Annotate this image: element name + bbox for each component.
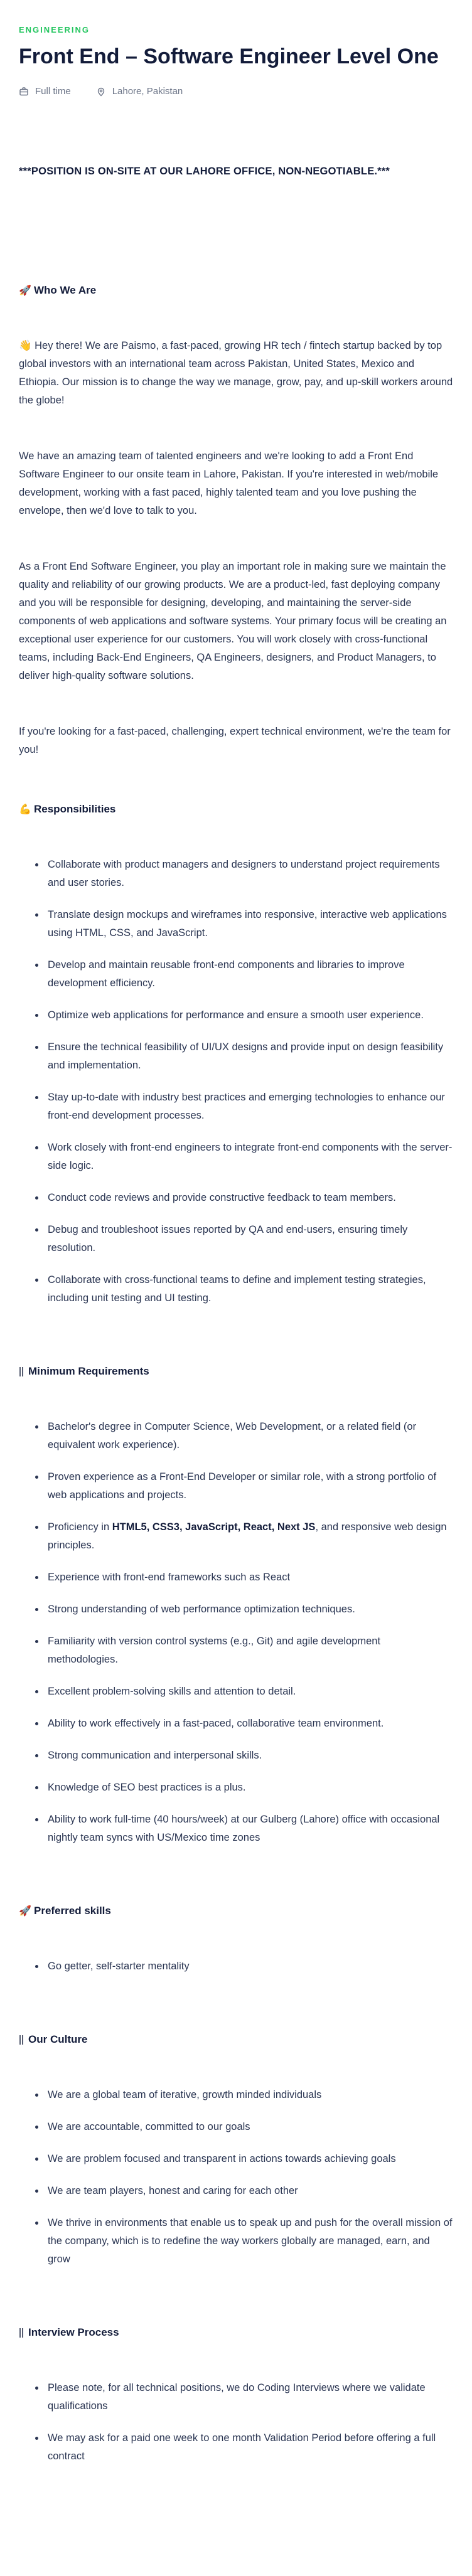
- list-item: [45, 1518, 453, 1555]
- flexed-biceps-icon: 💪: [19, 804, 31, 815]
- list-item: • We are a global team of iterative, growth minded individuals: [45, 2086, 453, 2104]
- responsibilities-heading: Responsibilities: [34, 803, 116, 815]
- section-heading-preferred-skills: [19, 1905, 453, 1917]
- briefcase-icon: [19, 87, 29, 97]
- list-item: • Familiarity with version control systems (e.g., Git) and agile development methodologies.: [45, 1632, 453, 1669]
- list-item: • Ability to work effectively in a fast-paced, collaborative team environment.: [45, 1715, 453, 1733]
- minimum-requirements-list: [19, 1418, 453, 1847]
- section-heading-our-culture: [19, 2033, 453, 2046]
- list-item: • Conduct code reviews and provide constructive feedback to team members.: [45, 1189, 453, 1207]
- list-item: • Ability to work full-time (40 hours/week) at our Gulberg (Lahore) office with occasional nightly team syncs with US/Mexico time zones: [45, 1811, 453, 1847]
- job-meta: [19, 86, 453, 97]
- list-item: • Translate design mockups and wireframes into responsive, interactive web applications using HTML, CSS, and JavaScript.: [45, 906, 453, 942]
- list-item: • Stay up-to-date with industry best practices and emerging technologies to enhance our front-end development processes.: [45, 1088, 453, 1125]
- rocket-icon: 🚀: [19, 1906, 31, 1917]
- section-heading-who-we-are: [19, 284, 453, 297]
- section-heading-minimum-requirements: [19, 1365, 453, 1378]
- placeholder-glyph-icon: [19, 2035, 24, 2045]
- list-item: • Experience with front-end frameworks such as React: [45, 1568, 453, 1587]
- list-item: • We are team players, honest and caring for each other: [45, 2182, 453, 2200]
- list-item: • Optimize web applications for performance and ensure a smooth user experience.: [45, 1006, 453, 1025]
- preferred-skills-list: [19, 1957, 453, 1976]
- list-item: • Debug and troubleshoot issues reported by QA and end-users, ensuring timely resolution.: [45, 1221, 453, 1257]
- list-item: • Knowledge of SEO best practices is a plus.: [45, 1779, 453, 1797]
- job-title: Front End – Software Engineer Level One: [19, 45, 439, 68]
- list-item: • We are accountable, committed to our goals: [45, 2118, 453, 2136]
- rocket-icon: 🚀: [19, 285, 31, 296]
- job-location: [96, 86, 183, 97]
- list-item: • Please note, for all technical positions, we do Coding Interviews where we validate qualifications: [45, 2379, 453, 2415]
- onsite-notice: ***POSITION IS ON-SITE AT OUR LAHORE OFFICE, NON-NEGOTIABLE.***: [19, 166, 390, 177]
- list-item: • Collaborate with product managers and designers to understand project requirements and user stories.: [45, 856, 453, 892]
- minimum-requirements-heading: Minimum Requirements: [28, 1365, 149, 1377]
- who-we-are-paragraph: 👋 Hey there! We are Paismo, a fast-paced, growing HR tech / fintech startup backed by top global investors with an international team across Pakistan, United States, Mexico and Ethiopia. Our mission is to change the way we manage, grow, pay, and up-skill workers around the globe!: [19, 340, 453, 406]
- preferred-skills-heading: Preferred skills: [34, 1905, 111, 1917]
- department-label: ENGINEERING: [19, 25, 90, 35]
- list-item: • Go getter, self-starter mentality: [45, 1957, 453, 1976]
- job-location-label: Lahore, Pakistan: [112, 86, 183, 97]
- list-item: • Bachelor's degree in Computer Science, Web Development, or a related field (or equivalent work experience).: [45, 1418, 453, 1454]
- list-item: • Strong understanding of web performance optimization techniques.: [45, 1600, 453, 1619]
- list-item: • Ensure the technical feasibility of UI/UX designs and provide input on design feasibility and implementation.: [45, 1038, 453, 1075]
- interview-process-list: [19, 2379, 453, 2466]
- list-item: • Collaborate with cross-functional teams to define and implement testing strategies, including unit testing and UI testing.: [45, 1271, 453, 1307]
- placeholder-glyph-icon: [19, 2328, 24, 2338]
- responsibilities-list: [19, 856, 453, 1307]
- employment-type-label: Full time: [35, 86, 71, 97]
- our-culture-heading: Our Culture: [28, 2033, 88, 2045]
- proficiency-prefix: Proficiency in: [48, 1521, 112, 1533]
- list-item: • Strong communication and interpersonal skills.: [45, 1747, 453, 1765]
- employment-type: [19, 86, 71, 97]
- our-culture-list: [19, 2086, 453, 2269]
- list-item: • We may ask for a paid one week to one month Validation Period before offering a full contract: [45, 2429, 453, 2466]
- list-item: • Work closely with front-end engineers to integrate front-end components with the server-side logic.: [45, 1139, 453, 1175]
- list-item: • We are problem focused and transparent in actions towards achieving goals: [45, 2150, 453, 2168]
- list-item: • Excellent problem-solving skills and attention to detail.: [45, 1683, 453, 1701]
- who-we-are-heading: Who We Are: [34, 284, 97, 296]
- interview-process-heading: Interview Process: [28, 2326, 119, 2338]
- proficiency-technologies: HTML5, CSS3, JavaScript, React, Next JS: [112, 1521, 316, 1533]
- list-item: • Proven experience as a Front-End Developer or similar role, with a strong portfolio of web applications and projects.: [45, 1468, 453, 1504]
- list-item: • We thrive in environments that enable us to speak up and push for the overall mission of the company, which is to redefine the way workers globally are managed, earn, and grow: [45, 2214, 453, 2269]
- placeholder-glyph-icon: [19, 1367, 24, 1376]
- who-we-are-paragraph: As a Front End Software Engineer, you play an important role in making sure we maintain the quality and reliability of our growing products. We are a product-led, fast deploying company and you will be responsible for designing, developing, and maintaining the server-side components of web applications and software systems. Your primary focus will be creating an exceptional user experience for our customers. You will work closely with cross-functional teams, including Back-End Engineers, QA Engineers, designers, and Product Managers, to deliver high-quality software solutions.: [19, 561, 447, 681]
- proficiency-suffix: , and responsive web design principles.: [48, 1521, 447, 1551]
- section-heading-interview-process: [19, 2326, 453, 2339]
- who-we-are-paragraph: If you're looking for a fast-paced, challenging, expert technical environment, we're the team for you!: [19, 726, 451, 755]
- section-heading-responsibilities: [19, 803, 453, 816]
- who-we-are-paragraph: We have an amazing team of talented engineers and we're looking to add a Front End Software Engineer to our onsite team in Lahore, Pakistan. If you're interested in web/mobile development, working with a fast paced, highly talented team and you love pushing the envelope, then we'd love to talk to you.: [19, 450, 439, 516]
- list-item: • Develop and maintain reusable front-end components and libraries to improve development efficiency.: [45, 956, 453, 993]
- location-pin-icon: [96, 87, 106, 97]
